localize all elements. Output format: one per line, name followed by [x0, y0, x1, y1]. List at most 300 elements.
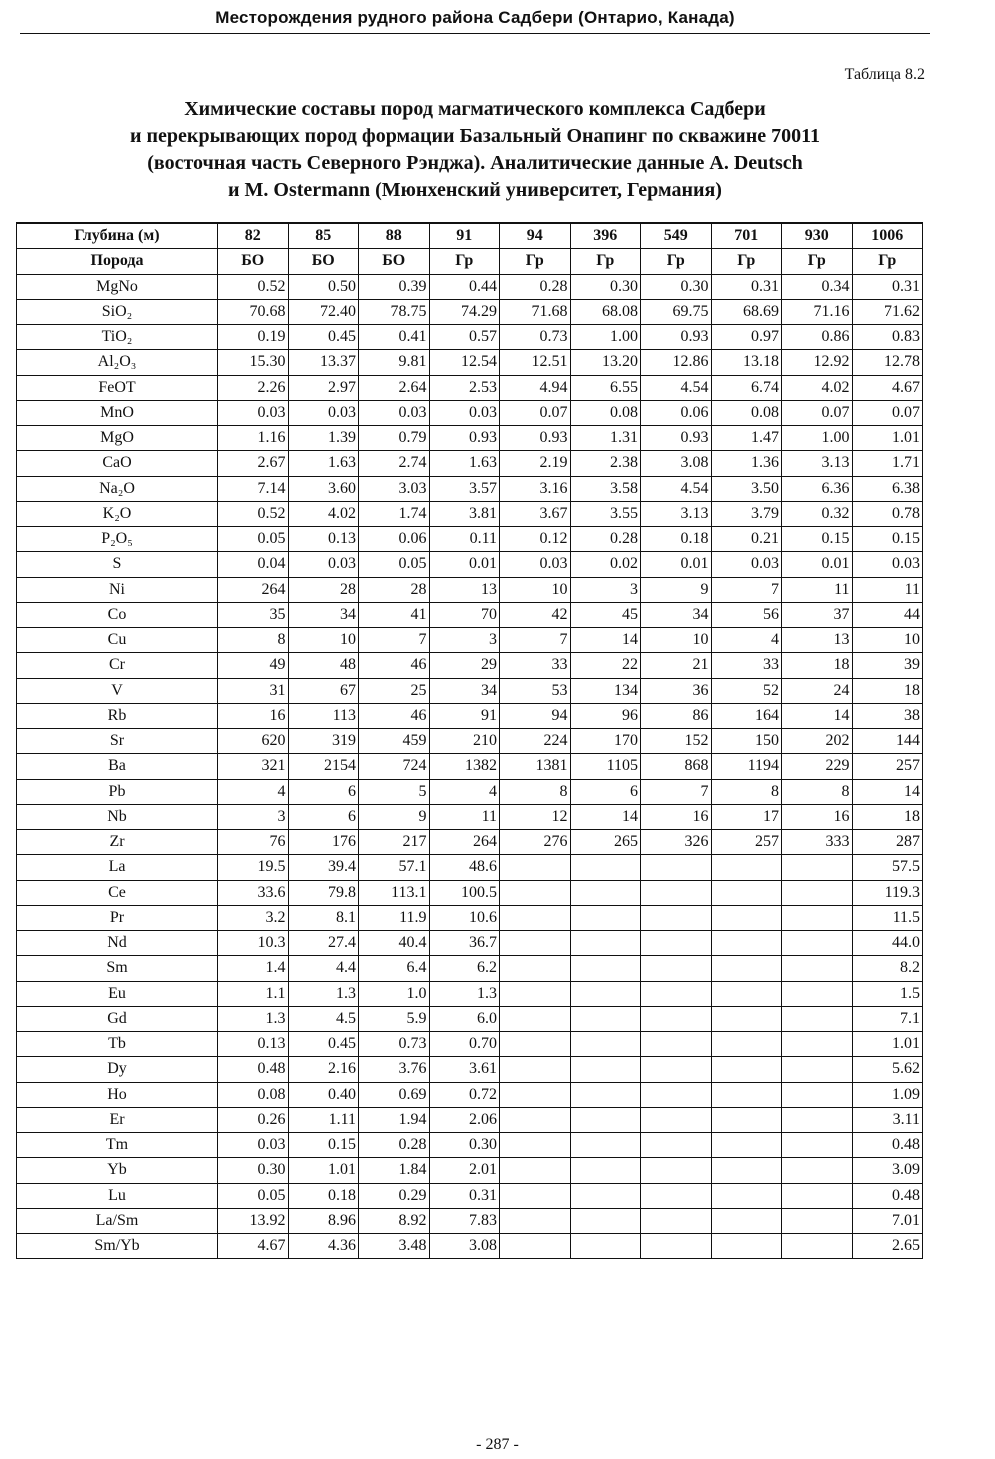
row-label: Yb	[17, 1158, 218, 1183]
table-cell: 7.1	[852, 1006, 923, 1031]
table-cell: 13.37	[288, 350, 359, 375]
rock-header-cell: Гр	[641, 249, 712, 274]
table-cell	[570, 1107, 641, 1132]
table-cell: 0.28	[359, 1133, 430, 1158]
table-row	[17, 779, 923, 804]
table-cell: 144	[852, 729, 923, 754]
table-cell: 224	[500, 729, 571, 754]
table-cell: 39	[852, 653, 923, 678]
table-cell: 0.30	[570, 274, 641, 299]
table-cell: 7	[641, 779, 712, 804]
table-cell: 0.15	[852, 527, 923, 552]
table-cell: 3.50	[711, 476, 782, 501]
table-cell: 0.02	[570, 552, 641, 577]
table-cell: 1.1	[218, 981, 289, 1006]
table-cell: 3.48	[359, 1234, 430, 1259]
table-cell: 6.4	[359, 956, 430, 981]
table-cell: 6	[288, 804, 359, 829]
table-row	[17, 956, 923, 981]
table-cell: 1.5	[852, 981, 923, 1006]
table-cell: 0.52	[218, 274, 289, 299]
table-cell: 3.61	[429, 1057, 500, 1082]
table-cell: 13	[782, 628, 853, 653]
table-cell	[641, 956, 712, 981]
table-cell: 2.38	[570, 451, 641, 476]
table-cell	[782, 1082, 853, 1107]
table-row	[17, 299, 923, 324]
table-cell: 68.69	[711, 299, 782, 324]
table-cell: 2.16	[288, 1057, 359, 1082]
table-cell: 202	[782, 729, 853, 754]
table-cell: 287	[852, 830, 923, 855]
table-cell	[500, 1032, 571, 1057]
table-title-line: и перекрывающих пород формации Базальный Онапинг по скважине 70011	[130, 125, 820, 147]
table-cell	[711, 1133, 782, 1158]
table-cell: 3.13	[641, 501, 712, 526]
table-cell: 49	[218, 653, 289, 678]
depth-header-cell: 91	[429, 223, 500, 249]
table-cell	[641, 1006, 712, 1031]
table-row	[17, 274, 923, 299]
table-cell: 8.92	[359, 1208, 430, 1233]
table-cell: 1.3	[218, 1006, 289, 1031]
table-cell: 0.52	[218, 501, 289, 526]
row-label: Cr	[17, 653, 218, 678]
row-label: Ce	[17, 880, 218, 905]
table-cell: 0.34	[782, 274, 853, 299]
row-label: Sm	[17, 956, 218, 981]
table-cell	[782, 956, 853, 981]
table-cell	[711, 905, 782, 930]
table-cell: 72.40	[288, 299, 359, 324]
table-body	[17, 274, 923, 1259]
table-row	[17, 703, 923, 728]
rock-header-cell: Гр	[852, 249, 923, 274]
table-cell: 4.4	[288, 956, 359, 981]
table-cell	[782, 1208, 853, 1233]
table-row	[17, 1133, 923, 1158]
table-cell: 0.19	[218, 325, 289, 350]
table-cell	[711, 1158, 782, 1183]
table-cell: 12.51	[500, 350, 571, 375]
table-cell: 0.30	[429, 1133, 500, 1158]
table-cell: 34	[429, 678, 500, 703]
table-cell: 4.67	[218, 1234, 289, 1259]
table-cell	[570, 1158, 641, 1183]
table-cell: 276	[500, 830, 571, 855]
table-cell: 12.86	[641, 350, 712, 375]
row-label: Pb	[17, 779, 218, 804]
table-cell: 2.26	[218, 375, 289, 400]
table-cell: 7	[500, 628, 571, 653]
table-cell: 28	[288, 577, 359, 602]
table-title-line: (восточная часть Северного Рэнджа). Аналитические данные A. Deutsch	[147, 152, 803, 174]
table-cell: 27.4	[288, 931, 359, 956]
row-label: Lu	[17, 1183, 218, 1208]
table-cell: 1.01	[852, 1032, 923, 1057]
table-cell	[641, 880, 712, 905]
depth-header-cell: 396	[570, 223, 641, 249]
table-cell: 74.29	[429, 299, 500, 324]
table-cell	[641, 905, 712, 930]
table-cell	[782, 981, 853, 1006]
table-cell: 6	[570, 779, 641, 804]
table-cell: 42	[500, 602, 571, 627]
table-cell: 0.30	[218, 1158, 289, 1183]
table-cell: 4	[711, 628, 782, 653]
table-cell: 29	[429, 653, 500, 678]
table-cell: 264	[429, 830, 500, 855]
table-cell	[500, 1133, 571, 1158]
table-cell: 53	[500, 678, 571, 703]
row-label: Dy	[17, 1057, 218, 1082]
table-cell: 45	[570, 602, 641, 627]
table-cell: 2.74	[359, 451, 430, 476]
table-cell	[500, 956, 571, 981]
table-cell: 3.2	[218, 905, 289, 930]
table-cell	[641, 981, 712, 1006]
table-cell	[500, 1183, 571, 1208]
table-cell: 18	[852, 678, 923, 703]
table-cell: 0.48	[852, 1133, 923, 1158]
table-cell: 1.00	[570, 325, 641, 350]
table-cell: 33.6	[218, 880, 289, 905]
table-cell: 18	[782, 653, 853, 678]
table-cell: 1.31	[570, 426, 641, 451]
table-row	[17, 1183, 923, 1208]
depth-header-cell: 82	[218, 223, 289, 249]
table-row	[17, 350, 923, 375]
rock-header-cell: БО	[359, 249, 430, 274]
table-cell: 0.07	[782, 400, 853, 425]
table-cell: 0.21	[711, 527, 782, 552]
table-cell: 7	[359, 628, 430, 653]
page-number: - 287 -	[476, 1436, 519, 1453]
table-cell: 11.9	[359, 905, 430, 930]
table-cell	[570, 880, 641, 905]
table-cell	[500, 880, 571, 905]
table-cell: 1.36	[711, 451, 782, 476]
table-row	[17, 804, 923, 829]
table-cell: 0.05	[218, 1183, 289, 1208]
table-cell	[782, 905, 853, 930]
table-row	[17, 1107, 923, 1132]
table-cell	[782, 1183, 853, 1208]
table-cell: 0.03	[359, 400, 430, 425]
table-row	[17, 1158, 923, 1183]
table-cell	[570, 905, 641, 930]
table-cell: 7.83	[429, 1208, 500, 1233]
table-row	[17, 426, 923, 451]
rock-header-cell: Гр	[429, 249, 500, 274]
table-cell	[711, 1183, 782, 1208]
table-cell: 3	[429, 628, 500, 653]
table-cell: 1105	[570, 754, 641, 779]
table-row	[17, 1082, 923, 1107]
table-cell: 8	[711, 779, 782, 804]
table-cell: 1.4	[218, 956, 289, 981]
table-cell: 1.47	[711, 426, 782, 451]
table-cell	[711, 931, 782, 956]
table-cell: 57.5	[852, 855, 923, 880]
table-cell	[570, 1208, 641, 1233]
depth-header-label: Глубина (м)	[17, 223, 218, 249]
table-row	[17, 678, 923, 703]
table-cell	[570, 1133, 641, 1158]
table-cell: 0.73	[359, 1032, 430, 1057]
table-cell: 3.03	[359, 476, 430, 501]
depth-header-cell: 701	[711, 223, 782, 249]
table-cell: 12.54	[429, 350, 500, 375]
table-row	[17, 501, 923, 526]
table-cell: 3.76	[359, 1057, 430, 1082]
table-cell: 4.36	[288, 1234, 359, 1259]
table-cell: 6.2	[429, 956, 500, 981]
table-cell: 70	[429, 602, 500, 627]
table-cell: 11	[782, 577, 853, 602]
table-cell	[570, 1006, 641, 1031]
table-cell: 620	[218, 729, 289, 754]
table-cell: 8	[500, 779, 571, 804]
table-cell: 0.05	[218, 527, 289, 552]
row-label: Rb	[17, 703, 218, 728]
table-row	[17, 325, 923, 350]
table-cell: 152	[641, 729, 712, 754]
row-label: Ho	[17, 1082, 218, 1107]
table-cell: 39.4	[288, 855, 359, 880]
table-cell: 0.04	[218, 552, 289, 577]
table-cell: 0.03	[711, 552, 782, 577]
table-cell: 78.75	[359, 299, 430, 324]
table-cell: 0.45	[288, 325, 359, 350]
table-cell: 21	[641, 653, 712, 678]
table-title	[20, 96, 930, 204]
table-cell: 0.57	[429, 325, 500, 350]
table-cell: 0.40	[288, 1082, 359, 1107]
table-cell: 10	[852, 628, 923, 653]
table-cell	[711, 1006, 782, 1031]
table-cell	[500, 905, 571, 930]
table-cell: 176	[288, 830, 359, 855]
table-row	[17, 653, 923, 678]
table-cell: 0.93	[500, 426, 571, 451]
table-cell: 0.70	[429, 1032, 500, 1057]
table-cell	[500, 981, 571, 1006]
row-label: Cu	[17, 628, 218, 653]
row-label: CaO	[17, 451, 218, 476]
table-cell: 11	[429, 804, 500, 829]
table-cell	[782, 1057, 853, 1082]
table-cell: 0.06	[359, 527, 430, 552]
table-cell	[570, 855, 641, 880]
table-row	[17, 1234, 923, 1259]
table-cell	[641, 1107, 712, 1132]
table-cell: 0.30	[641, 274, 712, 299]
table-cell	[711, 1107, 782, 1132]
table-cell: 113	[288, 703, 359, 728]
table-cell: 44	[852, 602, 923, 627]
row-label: Co	[17, 602, 218, 627]
table-cell	[500, 1234, 571, 1259]
table-cell: 150	[711, 729, 782, 754]
row-label: Sm/Yb	[17, 1234, 218, 1259]
table-cell: 0.83	[852, 325, 923, 350]
table-cell: 0.31	[711, 274, 782, 299]
table-cell: 0.32	[782, 501, 853, 526]
table-cell	[782, 1234, 853, 1259]
row-label: V	[17, 678, 218, 703]
table-cell: 0.86	[782, 325, 853, 350]
table-cell: 10.6	[429, 905, 500, 930]
table-cell: 0.15	[782, 527, 853, 552]
table-cell: 100.5	[429, 880, 500, 905]
table-cell: 0.12	[500, 527, 571, 552]
table-cell: 10.3	[218, 931, 289, 956]
table-cell: 16	[782, 804, 853, 829]
table-cell: 38	[852, 703, 923, 728]
table-cell: 4.02	[782, 375, 853, 400]
row-label: FeOT	[17, 375, 218, 400]
table-cell	[500, 1107, 571, 1132]
table-cell: 0.31	[852, 274, 923, 299]
table-cell: 41	[359, 602, 430, 627]
table-cell: 11	[852, 577, 923, 602]
table-row	[17, 602, 923, 627]
table-cell: 17	[711, 804, 782, 829]
table-row	[17, 1208, 923, 1233]
table-cell: 264	[218, 577, 289, 602]
table-cell: 4.5	[288, 1006, 359, 1031]
rock-header-cell: БО	[218, 249, 289, 274]
table-cell: 119.3	[852, 880, 923, 905]
table-cell: 0.29	[359, 1183, 430, 1208]
table-cell: 3.16	[500, 476, 571, 501]
table-cell: 31	[218, 678, 289, 703]
table-cell: 71.62	[852, 299, 923, 324]
depth-header-cell: 549	[641, 223, 712, 249]
table-cell: 1.39	[288, 426, 359, 451]
table-cell: 0.26	[218, 1107, 289, 1132]
table-cell: 12.92	[782, 350, 853, 375]
depth-header-cell: 85	[288, 223, 359, 249]
row-label: La/Sm	[17, 1208, 218, 1233]
table-cell: 210	[429, 729, 500, 754]
table-cell: 319	[288, 729, 359, 754]
table-cell: 6.55	[570, 375, 641, 400]
table-cell: 40.4	[359, 931, 430, 956]
table-cell: 16	[641, 804, 712, 829]
table-cell: 2.64	[359, 375, 430, 400]
table-cell: 8	[782, 779, 853, 804]
table-row	[17, 400, 923, 425]
table-cell: 18	[852, 804, 923, 829]
table-cell	[782, 880, 853, 905]
row-label: MgNo	[17, 274, 218, 299]
table-cell: 1.94	[359, 1107, 430, 1132]
table-cell: 4	[429, 779, 500, 804]
table-cell: 0.28	[500, 274, 571, 299]
table-row	[17, 476, 923, 501]
row-label: S	[17, 552, 218, 577]
table-cell: 265	[570, 830, 641, 855]
table-cell: 0.18	[288, 1183, 359, 1208]
rock-header-cell: Гр	[711, 249, 782, 274]
table-cell: 10	[500, 577, 571, 602]
table-cell: 34	[641, 602, 712, 627]
depth-header-cell: 1006	[852, 223, 923, 249]
table-cell: 7.14	[218, 476, 289, 501]
table-cell: 1.09	[852, 1082, 923, 1107]
rock-header-cell: БО	[288, 249, 359, 274]
table-cell: 1.71	[852, 451, 923, 476]
table-cell: 2.67	[218, 451, 289, 476]
table-title-line: и M. Ostermann (Мюнхенский университет, Германия)	[228, 179, 722, 201]
table-cell: 164	[711, 703, 782, 728]
table-cell: 3	[570, 577, 641, 602]
table-cell: 257	[711, 830, 782, 855]
table-cell: 3.55	[570, 501, 641, 526]
table-cell: 0.15	[288, 1133, 359, 1158]
table-cell: 0.97	[711, 325, 782, 350]
table-cell: 3.11	[852, 1107, 923, 1132]
table-cell: 1.01	[852, 426, 923, 451]
rock-header-label: Порода	[17, 249, 218, 274]
row-label: Tm	[17, 1133, 218, 1158]
table-cell: 0.44	[429, 274, 500, 299]
table-title-line: Химические составы пород магматического комплекса Садбери	[184, 98, 766, 120]
table-cell: 0.28	[570, 527, 641, 552]
table-cell: 24	[782, 678, 853, 703]
table-cell	[782, 1158, 853, 1183]
table-row	[17, 754, 923, 779]
table-cell: 0.48	[218, 1057, 289, 1082]
row-label: Nb	[17, 804, 218, 829]
table-cell	[782, 931, 853, 956]
table-cell: 0.31	[429, 1183, 500, 1208]
row-label: SiO₂	[17, 299, 218, 324]
table-cell	[500, 931, 571, 956]
table-cell: 0.05	[359, 552, 430, 577]
table-cell: 9.81	[359, 350, 430, 375]
table-row	[17, 880, 923, 905]
table-cell: 5.9	[359, 1006, 430, 1031]
table-cell: 13.18	[711, 350, 782, 375]
table-cell	[570, 981, 641, 1006]
table-cell: 3.60	[288, 476, 359, 501]
table-cell: 3.81	[429, 501, 500, 526]
table-cell: 6.74	[711, 375, 782, 400]
table-cell: 0.72	[429, 1082, 500, 1107]
table-cell: 3.58	[570, 476, 641, 501]
table-cell: 2.06	[429, 1107, 500, 1132]
table-row	[17, 729, 923, 754]
running-header: Месторождения рудного района Садбери (Онтарио, Канада)	[215, 8, 735, 27]
table-cell: 13.20	[570, 350, 641, 375]
table-cell	[570, 1082, 641, 1107]
row-label: Tb	[17, 1032, 218, 1057]
table-cell	[570, 1057, 641, 1082]
table-cell: 4.67	[852, 375, 923, 400]
table-cell: 0.03	[288, 400, 359, 425]
table-cell: 0.48	[852, 1183, 923, 1208]
table-cell: 3.79	[711, 501, 782, 526]
table-cell: 0.93	[641, 325, 712, 350]
table-cell: 86	[641, 703, 712, 728]
table-cell	[711, 1208, 782, 1233]
table-cell: 48	[288, 653, 359, 678]
table-cell	[782, 1133, 853, 1158]
table-cell: 0.08	[570, 400, 641, 425]
